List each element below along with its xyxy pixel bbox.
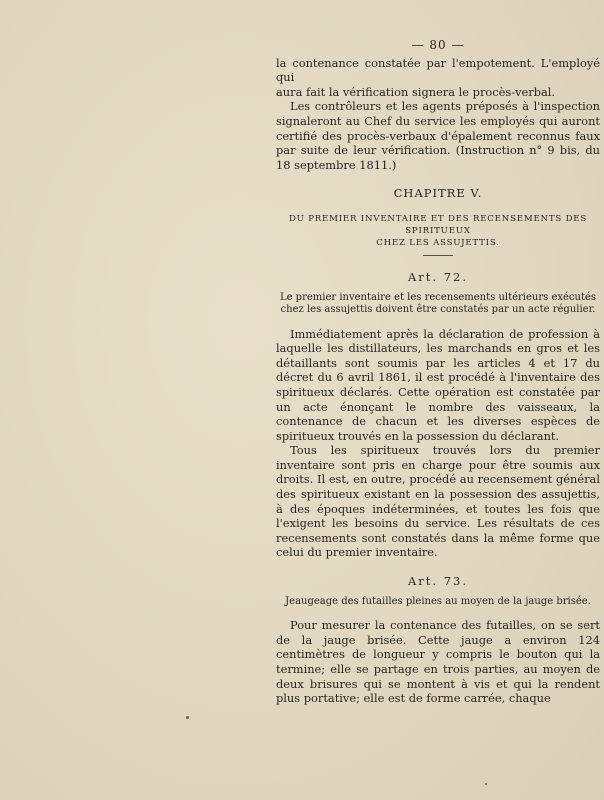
article-73-heading: Art. 73. [407, 574, 469, 589]
chapter-title: CHAPITRE V. [393, 186, 483, 201]
paper-speck [186, 716, 189, 719]
chapter-subtitle-line1: DU PREMIER INVENTAIRE ET DES RECENSEMENTS DES SPIRITUEUX [288, 213, 588, 236]
article-73-paragraph-1: Pour mesurer la contenance des futailles, on se sert de la jauge brisée. Cette jauge a environ 124 centimètres de longueur y compris le bouton qui la termine; elle se partage en trois parties, au moyen de deux brisures qui se montent à vis et qui la rendent plus portative; elle est de forme carrée, chaque [276, 618, 600, 706]
intro-paragraph: Les contrôleurs et les agents préposés à l'inspection signaleront au Chef du service les employés qui auront certifié des procès-verbaux d'épalement reconnus faux par suite de leur vérification. (Instruction n° 9 bis, du 18 septembre 1811.) [276, 99, 600, 172]
page-number: — 80 — [411, 38, 465, 52]
article-73-summary: Jeaugeage des futailles pleines au moyen de la jauge brisée. [285, 595, 591, 607]
intro-line-2: aura fait la vérification signera le procès-verbal. [276, 84, 556, 99]
article-72-heading: Art. 72. [407, 269, 469, 284]
paper-speck [485, 783, 487, 785]
chapter-subtitle-line2: CHEZ LES ASSUJETTIS. [376, 237, 500, 248]
spacer [276, 560, 600, 574]
article-72-paragraph-1: Immédiatement après la déclaration de profession à laquelle les distillateurs, les marchands en gros et les détaillants sont soumis par les articles 4 et 17 du décret du 6 avril 1861, il est procédé à l'inventaire des spiritueux déclarés. Cette opération est constatée par un acte énonçant le nombre des vaisseaux, la contenance de chacun et les diverses espèces de spiritueux trouvés en la possession du déclarant. [276, 326, 600, 443]
article-72-paragraph-2: Tous les spiritueux trouvés lors du premier inventaire sont pris en charge pour être soumis aux droits. Il est, en outre, procédé au recensement général des spiritueux existant en la possession des assujettis, à des époques indéterminées, et toutes les fois que l'exigent les besoins du service. Les résultats de ces recensements sont constatés dans la même forme que celui du premier inventaire. [276, 443, 600, 560]
article-72-summary: Le premier inventaire et les recensements ultérieurs exécutés chez les assujettis doivent être constatés par un acte régulier. [279, 291, 597, 316]
chapter-divider [423, 255, 453, 256]
text-column [276, 38, 600, 706]
intro-line-1: la contenance constatée par l'empotement. L'employé qui [276, 55, 600, 85]
